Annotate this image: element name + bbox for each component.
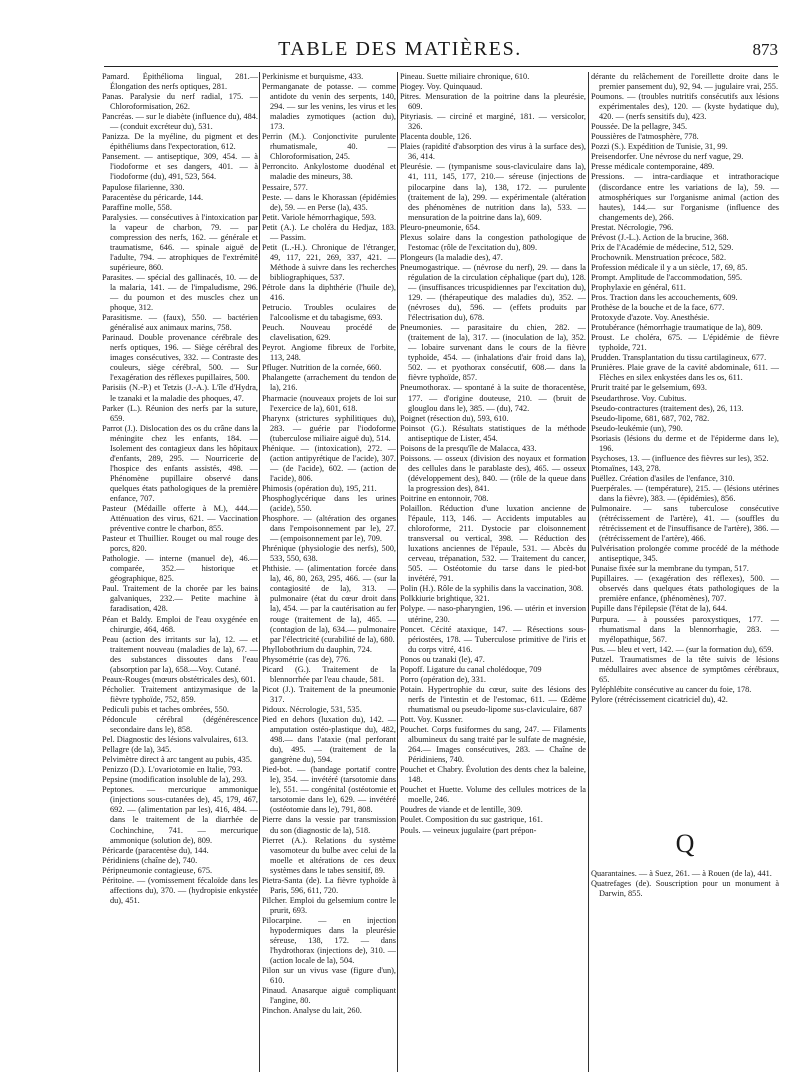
index-entry: Pressions. — intra-cardiaque et intrathoracique (discordance entre les variations de la), 59. — atmosphériques sur l'organisme animal (action des hautes), 144.— sur l'organisme (influence des changements de), 266. [591, 172, 779, 222]
index-entry: Pierre dans la vessie par transmission du son (diagnostic de la), 518. [262, 815, 396, 835]
index-entry: Pleurésie. — (tympanisme sous-claviculaire dans la), 41, 111, 145, 177, 210.— séreuse (injections de pilocarpine dans la), 138, 172. — purulente (traitement de la), 299. — expérimentale (altération des phénomènes de nutrition dans la), 533. — mensuration de la poitrine dans la), 609. [400, 162, 586, 222]
index-entry: Polin (H.). Rôle de la syphilis dans la vaccination, 308. [400, 584, 584, 594]
index-entry: Pinchon. Analyse du lait, 260. [262, 1006, 362, 1016]
index-entry: Pelvimètre direct à arc tangent au pubis, 435. [102, 755, 252, 765]
index-entry: Pseudo-leukémie (un), 790. [591, 423, 683, 433]
index-entry: Parasitisme. — (faux), 550. — bactérien généralisé aux animaux marins, 758. [102, 313, 258, 333]
index-entry: Puëllez. Création d'asiles de l'enfance, 310. [591, 473, 735, 483]
index-entry: Peau (action des irritants sur la), 12. — et traitement nouveau (maladies de la), 67. — des substances dissoutes dans l'eau (absorption par la), 658.—Voy. Cutané. [102, 634, 258, 674]
index-entry: Psoriasis (lésions du derme et de l'épiderme dans le), 196. [591, 433, 779, 453]
index-entry: Prix de l'Académie de médecine, 512, 529. [591, 242, 734, 252]
index-entry: Punaise fixée sur la membrane du tympan, 517. [591, 564, 749, 574]
index-entry: Physométrie (cas de), 776. [262, 654, 351, 664]
index-entry: Pasteur et Thuillier. Rouget ou mal rouge des porcs, 820. [102, 534, 258, 554]
running-header [20, 38, 780, 66]
index-entry: Peyrot. Angiome fibreux de l'orbite, 113, 248. [262, 343, 396, 363]
index-entry: Prothèse de la bouche et de la face, 677. [591, 303, 725, 313]
index-entry: Perrin (M.). Conjonctivite purulente rhumatismale, 40. — Chloroformisation, 245. [262, 132, 396, 162]
index-entry: Popoff. Ligature du canal cholédoque, 709 [400, 664, 542, 674]
index-entry: Pupillaires. — (exagération des réflexes), 500. — observés dans quelques états pathologiques de la première enfance, (phénomènes), 707. [591, 574, 779, 604]
index-entry: Protubérance (hémorrhagie traumatique de la), 809. [591, 323, 763, 333]
index-entry: Pseudarthrose. Voy. Cubitus. [591, 393, 687, 403]
index-entry: Pasteur (Médaille offerte à M.), 444.—Atténuation des virus, 621. — Vaccination préventive contre le charbon, 855. [102, 504, 258, 534]
index-entry: dérante du relâchement de l'oreillette droite dans le premier pansement du), 92, 94. — jugulaire vrai, 255. [591, 72, 779, 92]
index-entry: Pupille dans l'épilepsie (l'état de la), 644. [591, 604, 728, 614]
index-entry: Pediculi pubis et taches ombrées, 550. [102, 704, 229, 714]
index-entry: Parisiis (N.-P.) et Tetzis (J.-A.). L'île d'Hydra, le tzanaki et la maladie des phoques, 47. [102, 383, 258, 403]
index-entry: Phimosis (opération du), 195, 211. [262, 483, 377, 493]
index-entry: Puerpérales. — (température), 215. — (lésions utérines dans la fièvre), 383. — (épidémies), 856. [591, 483, 779, 503]
index-entry: Pseudo-lipome, 681, 687, 702, 782. [591, 413, 710, 423]
index-entry: Prurit traité par le gelsemium, 693. [591, 383, 707, 393]
index-entry: Perkinisme et burquisme, 433. [262, 72, 364, 81]
index-entry: Permanganate de potasse. — comme antidote du venin des serpents, 140, 294. — sur les venins, les virus et les maladies zymotiques (action du), 173. [262, 82, 396, 132]
index-entry: Pharmacie (nouveaux projets de loi sur l'exercice de la), 601, 618. [262, 393, 396, 413]
index-entry: Potain. Hypertrophie du cœur, suite des lésions des nerfs de l'intestin et de l'estomac, 611. — Œdème rhumatismal ou pseudo-lipome sus-claviculaire, 687 [400, 684, 586, 714]
index-entry: Pilocarpine. — en injection hypodermiques dans la pleurésie séreuse, 138, 172. — dans l'hydrothorax (injections de), 310. — (action locale de la), 504. [262, 915, 396, 966]
index-entry: Penizzo (D.). L'ovariotomie en Italie, 793. [102, 765, 243, 775]
index-entry: Pel. Diagnostic des lésions valvulaires, 613. [102, 735, 249, 745]
index-entry: Prévost (J.-L.). Action de la brucine, 368. [591, 232, 729, 242]
index-entry: Pyléphlébite consécutive au cancer du foie, 178. [591, 684, 752, 694]
index-entry: Protoxyde d'azote. Voy. Anesthésie. [591, 313, 710, 323]
index-entry: Parasites. — spécial des gallinacés, 10. — de la malaria, 141. — de l'impaludisme, 296. — du poumon et des muscles chez un phoque, 312. [102, 272, 258, 313]
index-entry: Pneumogastrique. — (névrose du nerf), 29. — dans la régulation de la circulation céphalique (part du), 128. — (insuffisances tricuspidiennes par l'excitation du), 129. — (thérapeutique des maladies du), 352. — (névroses du), 596. — (effets produits par l'électrisation du), 678. [400, 262, 586, 323]
index-entry: Pneumonies. — parasitaire du chien, 282. — (traitement de la), 317. — (inoculation de la), 352. — lobaire survenant dans le cours de la fièvre typhoïde, 454. — (inhalations d'air froid dans la), 502. — et pyothorax consécutif, 608.— dans la fièvre typhoïde, 857. [400, 323, 586, 383]
index-entry: Petit. Variole hémorrhagique, 593. [262, 212, 377, 222]
index-entry: Plaies (rapidité d'absorption des virus à la surface des), 36, 414. [400, 142, 586, 162]
index-entry: Phthisie. — (alimentation forcée dans la), 46, 80, 263, 295, 466. — (sur la contagiosité de la), 313. — pulmonaire (état du cœur droit dans la), 454. — par la cautérisation au fer rouge (traitement de la), 465. — (contagion de la), 634.— pulmonaire par l'électricité (curabilité de la), 680. [262, 564, 396, 644]
index-entry: Paraffine molle, 558. [102, 202, 172, 212]
index-entry: Péan et Baldy. Emploi de l'eau oxygénée en chirurgie, 464, 468. [102, 614, 258, 634]
index-entry: Parinaud. Double provenance cérébrale des nerfs optiques, 196. — Siège cérébral des images consécutives, 332. — Contraste des couleurs, siège cérébral, 500. — Sur l'exagération des réflexes pupillaires, 500. [102, 333, 258, 383]
index-entry: Poulet. Composition du suc gastrique, 161. [400, 815, 543, 825]
index-entry: Poumons. — (troubles nutritifs consécutifs aux lésions expérimentales des), 120. — (kyste hydatique du), 420. — (nerfs sensitifs du), 423. [591, 92, 779, 122]
index-entry: Pulmonaire. — sans tuberculose consécutive (rétrécissement de l'artère), 41. — (souffles du rétrécissement et de l'insuffisance de l'artère), 386. — (rétrécissement de l'artère), 466. [591, 504, 779, 544]
section-letter-q: Q [675, 828, 695, 858]
index-entry: Pott. Voy. Kussner. [400, 715, 464, 724]
index-entry: Plongeurs (la maladie des), 47. [400, 252, 503, 262]
index-entry: Péritoine. — (vomissement fécaloïde dans les affections du), 370. — (hydropisie enkystée du), 451. [102, 875, 258, 905]
index-entry: Pityriasis. — circiné et marginé, 181. — versicolor, 326. [400, 112, 586, 132]
index-entry: Panas. Paralysie du nerf radial, 175. — Chloroformisation, 262. [102, 92, 258, 112]
index-entry: Phalangette (arrachement du tendon de la), 216. [262, 373, 396, 393]
index-entry: Pneumothorax. — spontané à la suite de thoracentèse, 177. — d'origine douteuse, 210. — (bruit de glouglou dans le), 385. — (du), 742. [400, 383, 586, 413]
index-entry: Pouchet. Corps fusiformes du sang, 247. — Filaments albumineux du sang traité par le sulfate de magnésie, 264.— Images consécutives, 283. — Chaîne de Péridiniens, 740. [400, 725, 586, 765]
index-entry: Pulvérisation prolongée comme procédé de la méthode antiseptique, 345. [591, 544, 779, 564]
index-entry: Prophylaxie en général, 611. [591, 282, 686, 292]
index-entry: Proust. Le choléra, 675. — L'épidémie de fièvre typhoïde, 721. [591, 333, 779, 353]
index-entry: Parrot (J.). Dislocation des os du crâne dans la méningite chez les enfants, 184. — Isolement des contagieux dans les hôpitaux d'enfants, 289, 295. — Nourricerie de l'hospice des enfants assistés, 498. — Phénomène pupillaire observé dans quelques états pathologiques de la première enfance, 707. [102, 423, 258, 503]
index-entry: Paracentèse du péricarde, 144. [102, 192, 204, 202]
index-entry: Pancréas. — sur le diabète (influence du), 484. — (conduit excréteur du), 531. [102, 112, 258, 132]
index-entry: Pécholier. Traitement antizymasique de la fièvre typhoïde, 752, 859. [102, 684, 258, 704]
index-entry: Prunières. Plaie grave de la cavité abdominale, 611. — Flèches en silex enkystées dans les os, 611. [591, 363, 779, 383]
index-column-1 [102, 72, 258, 1072]
index-entry: Porro (opération de), 331. [400, 674, 486, 684]
index-entry: Pied en dehors (luxation du), 142. — amputation ostéo-plastique du), 482, 498.— dans l'ataxie (mal perforant du), 495. — (traitement de la gangrène du), 594. [262, 715, 396, 765]
header-rule [104, 66, 778, 67]
index-entry: Parker (L.). Réunion des nerfs par la suture, 659. [102, 403, 258, 423]
index-entry: Preisendorfer. Une névrose du nerf vague, 29. [591, 152, 744, 162]
index-entry: Pharynx (strictures syphilitiques du), 283. — guérie par l'iodoforme (tuberculose miliaire aiguë du), 514. [262, 413, 396, 443]
index-entry: Peuch. Nouveau procédé de clavelisation, 629. [262, 323, 396, 343]
section-q-entries [591, 869, 779, 899]
index-entry: Placenta double, 126. [400, 132, 472, 142]
index-entry: Prestat. Nécrologie, 796. [591, 222, 674, 232]
index-entry: Poisons de la presqu'île de Malacca, 433. [400, 443, 537, 453]
index-entry: Pineau. Suette miliaire chronique, 610. [400, 72, 530, 81]
index-entry: Pylore (rétrécissement cicatriciel du), 42. [591, 694, 728, 704]
page-title: TABLE DES MATIÈRES. [278, 38, 522, 60]
index-entry: Paralysies. — consécutives à l'intoxication par la vapeur de charbon, 79. — par compression des nerfs, 162. — générale et traumatisme, 646. — spinale aiguë de l'adulte, 794. — atrophiques de l'extrémité supérieure, 860. [102, 212, 258, 272]
index-entry: Pilcher. Emploi du gelsemium contre le prurit, 693. [262, 895, 396, 915]
index-entry: Polkkiurie brightique, 321. [400, 594, 490, 604]
index-entry: Poussée. De la pellagre, 345. [591, 122, 688, 132]
index-entry: Pidoux. Nécrologie, 531, 535. [262, 704, 362, 714]
index-entry: Phrénique (physiologie des nerfs), 500, 533, 550, 638. [262, 544, 396, 564]
index-entry: Peaux-Rouges (mœurs obstétricales des), 601. [102, 674, 256, 684]
index-entry: Prudden. Transplantation du tissu cartilagineux, 677. [591, 353, 767, 363]
index-entry: Poignet (résection du), 593, 610. [400, 413, 509, 423]
index-entry: Pseudo-contractures (traitement des), 26, 113. [591, 403, 744, 413]
index-entry: Phyllobothrium du dauphin, 724. [262, 644, 372, 654]
index-entry: Petit (A.). Le choléra du Hedjaz, 183. — Passim. [262, 222, 396, 242]
index-entry: Petit (L.-H.). Chronique de l'étranger, 49, 117, 221, 269, 337, 421. — Méthode à suivre dans les recherches bibliographiques, 537. [262, 242, 396, 282]
index-entry: Phosphoglycérique dans les urines (acide), 550. [262, 493, 396, 514]
index-entry: Pouls. — veineux jugulaire (part prépon- [400, 825, 537, 835]
index-entry: Putzel. Traumatismes de la tête suivis de lésions médullaires avec absence de symptômes cérébraux, 65. [591, 654, 779, 684]
index-entry: Plexus solaire dans la congestion pathologique de l'estomac (rôle de l'excitation du), 809. [400, 232, 586, 252]
index-entry: Pfluger. Nutrition de la cornée, 660. [262, 363, 382, 373]
index-entry: Ptomaïnes, 143, 278. [591, 463, 661, 473]
section-gap [591, 705, 779, 815]
index-entry: Pietra-Santa (de). La fièvre typhoïde à Paris, 596, 611, 720. [262, 875, 396, 895]
index-entry: Péridiniens (chaîne de), 740. [102, 855, 198, 865]
index-column-4 [591, 72, 779, 1072]
index-entry: Purpura. — à poussées paroxystiques, 177. — rhumatismal dans la blennorrhagie, 283. — myélopathique, 567. [591, 614, 779, 644]
index-entry: Pitres. Mensuration de la poitrine dans la pleurésie, 609. [400, 92, 586, 112]
index-entry: Pleuro-pneumonie, 654. [400, 222, 480, 232]
index-entry: Panizza. De la myéline, du pigment et des épithéliums dans l'expectoration, 612. [102, 132, 258, 152]
index-entry: Poitrine en entonnoir, 708. [400, 493, 489, 503]
index-entry: Psychoses, 13. — (influence des fièvres sur les), 352. [591, 453, 769, 463]
index-entry: Poudres de viande et de lentille, 309. [400, 805, 523, 815]
index-entry: Prompt. Amplitude de l'accommodation, 595. [591, 272, 743, 282]
index-entry: Profession médicale il y a un siècle, 17, 69, 85. [591, 262, 748, 272]
index-entry: Phosphore. — (altération des organes dans l'empoisonnement par le), 27. — (empoisonnement par le), 709. [262, 514, 396, 544]
index-entry: Pansement. — antiseptique, 309, 454. — à l'iodoforme et ses dangers, 401. — à l'iodoforme (du), 491, 523, 564. [102, 152, 258, 182]
index-entry: Pellagre (de la), 345. [102, 745, 172, 755]
index-entry: Presse médicale contemporaine, 489. [591, 162, 715, 172]
index-entry: Pepsine (modification insoluble de la), 293. [102, 775, 247, 785]
index-entry: Poncet. Cécité ataxique, 147. — Résections sous-périostées, 178. — Tuberculose primitive de l'iris et du corps vitré, 416. [400, 624, 586, 654]
index-entry: Pros. Traction dans les accouchements, 609. [591, 293, 738, 303]
index-column-2 [262, 72, 396, 1072]
index-entry: Polype. — naso-pharyngien, 196. — utérin et inversion utérine, 230. [400, 604, 586, 624]
index-entry: Pessaire, 577. [262, 182, 308, 192]
column-divider [588, 72, 589, 1072]
index-entry: Poussières de l'atmosphère, 778. [591, 132, 699, 142]
index-entry: Quarantaines. — à Suez, 261. — à Rouen (de la), 441. [591, 868, 772, 878]
index-entry: Péricarde (paracentèse du), 144. [102, 845, 209, 855]
index-entry: Pinaud. Anasarque aiguë compliquant l'angine, 80. [262, 986, 396, 1006]
index-entry: Picot (J.). Traitement de la pneumonie 317. [262, 684, 396, 704]
index-entry: Poinsot (G.). Résultats statistiques de la méthode antiseptique de Lister, 454. [400, 423, 586, 443]
index-entry: Pouchet et Chabry. Évolution des dents chez la baleine, 148. [400, 765, 586, 785]
index-entry: Phénique. — (intoxication), 272. — (action antipyrétique de l'acide), 307. — (de l'acide), 602. — (action de l'acide), 806. [262, 443, 396, 483]
index-entry: Picard (G.). Traitement de la blennorrhée par l'eau chaude, 581. [262, 664, 396, 684]
column-divider [397, 72, 398, 1072]
index-entry: Paul. Traitement de la chorée par les bains galvaniques, 232.— Petite machine à faradisation, 428. [102, 584, 258, 614]
index-entry: Péripneumonie contagieuse, 675. [102, 865, 213, 875]
column-divider [259, 72, 260, 1072]
index-entry: Pédoncule cérébral (dégénérescence secondaire dans le), 858. [102, 715, 258, 735]
index-entry: Pamard. Épithélioma lingual, 281.— Élongation des nerfs optiques, 281. [102, 72, 258, 92]
index-entry: Pozzi (S.). Expédition de Tunisie, 31, 99. [591, 142, 728, 152]
index-entry: Pathologie. — interne (manuel de), 46.— comparée, 352.— historique et géographique, 825. [102, 554, 258, 584]
index-entry: Papulose filarienne, 330. [102, 182, 185, 192]
index-entry: Pilon sur un vivus vase (figure d'un), 610. [262, 966, 396, 986]
index-entry: Pétrole dans la diphthérie (l'huile de), 416. [262, 282, 396, 303]
index-column-4-entries [591, 72, 779, 705]
index-entry: Polaillon. Réduction d'une luxation ancienne de l'épaule, 113, 146. — Accidents imputables au chloroforme, 211. Dystocie par cloisonnement transversal ou vertical, 398. — Réduction des luxations anciennes de l'épaule, 531. — Abcès du cerveau, trépanation, 532. — Traitement du cancer, 505. — Ostéotomie du tarse dans le pied-bot invétéré, 791. [400, 504, 586, 584]
page-number: 873 [752, 40, 778, 59]
index-column-3 [400, 72, 586, 1072]
index-entry: Peptones. — mercurique ammonique (injections sous-cutanées de), 45, 179, 467, 692. — (alimentation par les), 416, 484. — dans le traitement de la diarrhée de Cochinchine, 741. — mercurique ammonique (solution de), 809. [102, 785, 258, 845]
index-entry: Petrucio. Troubles oculaires de l'alcoolisme et du tabagisme, 693. [262, 303, 396, 323]
index-entry: Pied-bot. — (bandage portatif contre le), 354. — invétéré (tarsotomie dans le), 551. — congénital (ostéotomie et tarsotomie dans le), 629. — invétéré (ostéotomie dans le), 791, 808. [262, 765, 396, 815]
index-entry: Quatrefages (de). Souscription pour un monument à Darwin, 855. [591, 879, 779, 899]
index-entry: Prochownik. Menstruation précoce, 582. [591, 252, 727, 262]
index-entry: Ponos ou tzanaki (le), 47. [400, 654, 485, 664]
index-entry: Poissons. — osseux (division des noyaux et formation des cellules dans le parablaste des), 465. — osseux (développement des), 840. — (rôle de la queue dans la progression des), 841. [400, 453, 586, 493]
index-entry: Pouchet et Huette. Volume des cellules motrices de la moelle, 246. [400, 785, 586, 805]
index-entry: Peste. — dans le Khorassan (épidémies de), 59. — en Perse (la), 435. [262, 192, 396, 212]
index-entry: Piogey. Voy. Quinquaud. [400, 82, 483, 92]
index-entry: Pus. — bleu et vert, 142. — (sur la formation du), 659. [591, 644, 774, 654]
index-entry: Pierret (A.). Relations du système vasomoteur du bulbe avec celui de la moelle et altérations de ces deux systèmes dans le tabes sensitif, 89. [262, 835, 396, 875]
index-entry: Perroncito. Ankylostome duodénal et maladie des mineurs, 38. [262, 162, 396, 182]
